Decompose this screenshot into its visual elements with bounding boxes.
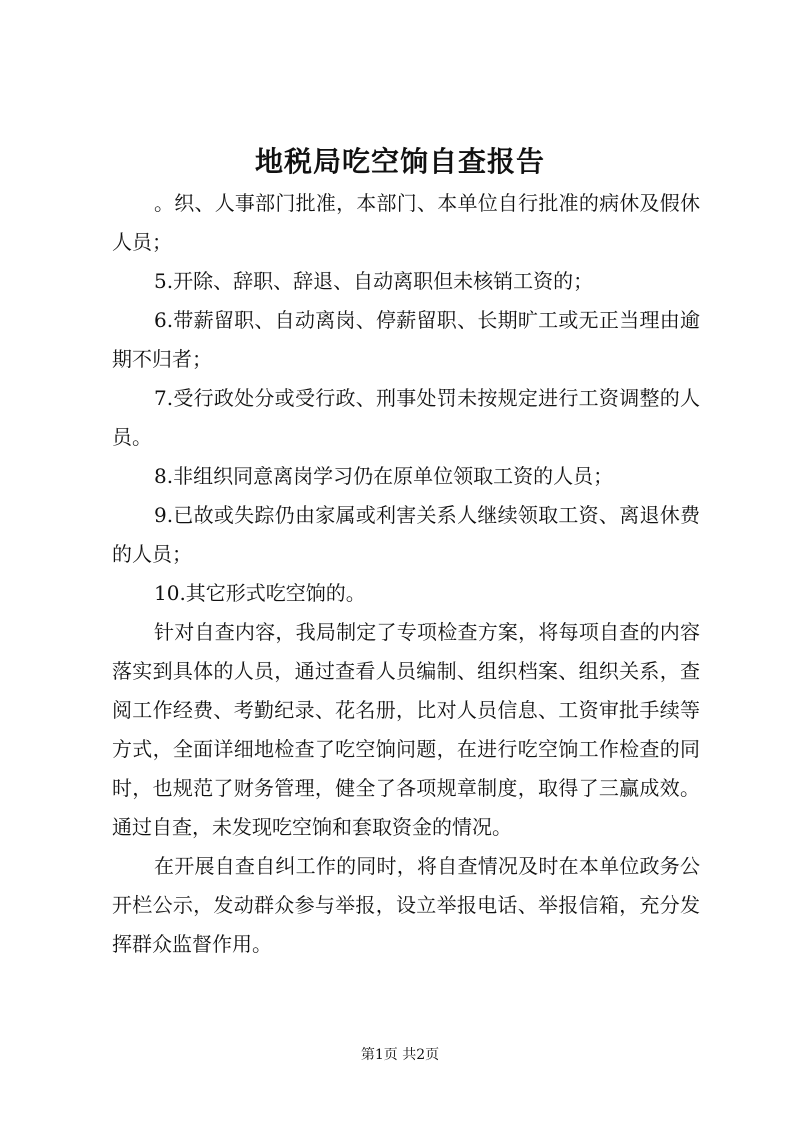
paragraph-item-9: 9.已故或失踪仍由家属或利害关系人继续领取工资、离退休费的人员； bbox=[112, 503, 700, 566]
paragraph-self-inspection: 针对自查内容，我局制定了专项检查方案，将每项自查的内容落实到具体的人员，通过查看人员编制、组织档案、组织关系，查阅工作经费、考勤纪录、花名册，比对人员信息、工资审批手续等方式，全面详细地检查了吃空饷问题，在进行吃空饷工作检查的同时，也规范了财务管理，健全了各项规章制度，取得了三赢成效。通过自查，未发现吃空饷和套取资金的情况。 bbox=[112, 620, 700, 839]
page-footer: 第1页 共2页 bbox=[360, 1047, 440, 1063]
document-title: 地税局吃空饷自查报告 bbox=[254, 145, 545, 178]
paragraph-item-6: 6.带薪留职、自动离岗、停薪留职、长期旷工或无正当理由逾期不归者； bbox=[112, 308, 700, 371]
document-body bbox=[112, 184, 700, 964]
paragraph-public-supervision: 在开展自查自纠工作的同时，将自查情况及时在本单位政务公开栏公示，发动群众参与举报，设立举报电话、举报信箱，充分发挥群众监督作用。 bbox=[112, 854, 700, 956]
paragraph-item-7: 7.受行政处分或受行政、刑事处罚未按规定进行工资调整的人员。 bbox=[112, 386, 700, 449]
paragraph-item-5: 5.开除、辞职、辞退、自动离职但未核销工资的； bbox=[154, 269, 594, 293]
paragraph-item-8: 8.非组织同意离岗学习仍在原单位领取工资的人员； bbox=[154, 464, 614, 488]
paragraph-item-leave: 。织、人事部门批准，本部门、本单位自行批准的病休及假休人员； bbox=[112, 191, 700, 254]
paragraph-item-10: 10.其它形式吃空饷的。 bbox=[154, 581, 366, 605]
